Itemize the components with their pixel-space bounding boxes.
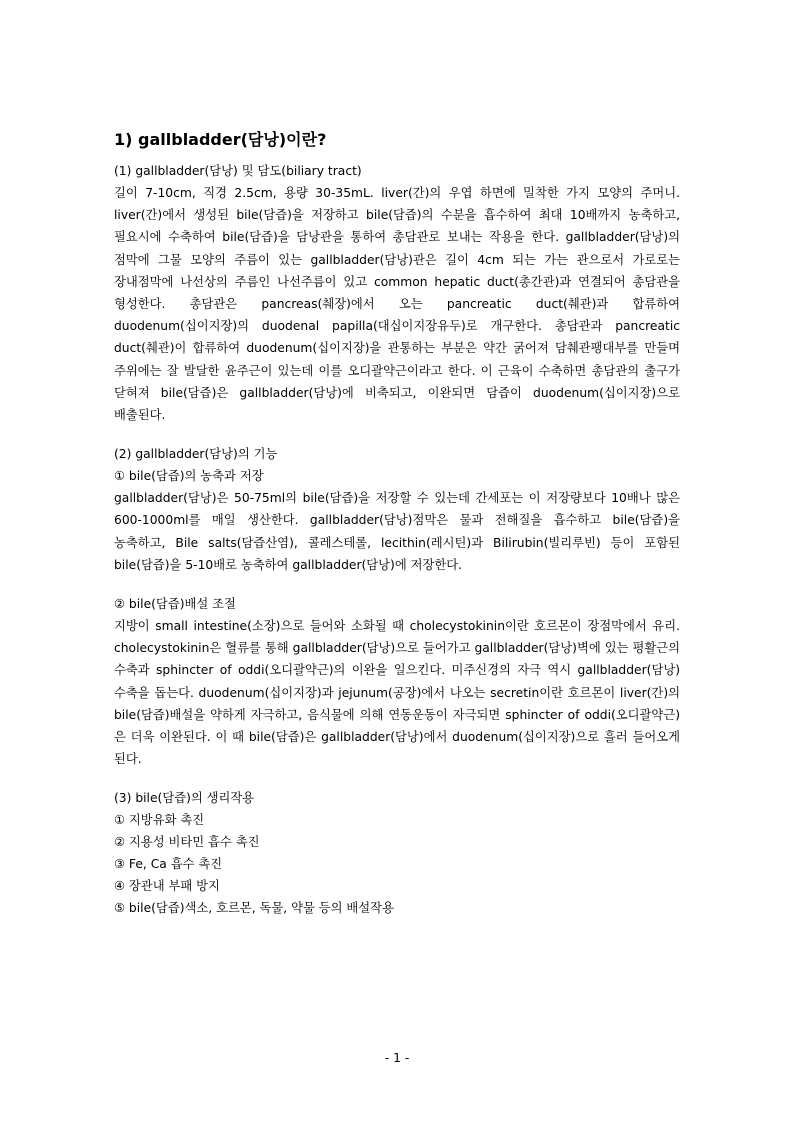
- spacer: [114, 426, 680, 443]
- list-item: ⑤ bile(담즙)색소, 호르몬, 독물, 약물 등의 배설작용: [114, 901, 394, 916]
- section-3: [114, 787, 680, 919]
- list-item: ② 지용성 비타민 흡수 촉진: [114, 835, 260, 850]
- section-2: [114, 443, 680, 770]
- section-2-sub2-body: 지방이 small intestine(소장)으로 들어와 소화될 때 cholecystokinin이란 호르몬이 장점막에서 유리. cholecystokinin은 혈류를 통해 gallbladder(담낭)으로 들어가고 gallbladder(담낭)벽에 있는 평활근의 수축과 sphincter of oddi(오디괄약근)의 이완을 일으킨다. 미주신경의 자극 역시 gallbladder(담낭)수축을 돕는다. duodenum(십이지장)과 jejunum(공장)에서 나오는 secretin이란 호르몬이 liver(간)의 bile(담즙)배설을 약하게 자극하고, 음식물에 의해 연동운동이 자극되면 sphincter of oddi(오디괄약근)은 더욱 이완된다. 이 때 bile(담즙)은 gallbladder(담낭)에서 duodenum(십이지장)으로 흘러 들어오게 된다.: [114, 619, 680, 767]
- page-number: - 1 -: [384, 1051, 410, 1065]
- list-item: ① 지방유화 촉진: [114, 813, 205, 828]
- section-2-heading: (2) gallbladder(담낭)의 기능: [114, 447, 278, 462]
- spacer: [114, 770, 680, 787]
- section-1-heading: (1) gallbladder(담낭) 및 담도(biliary tract): [114, 164, 362, 178]
- spacer: [114, 576, 680, 593]
- section-2-sub2-heading: ② bile(담즙)배설 조절: [114, 597, 236, 612]
- section-3-list: [114, 809, 680, 919]
- section-2-sub1-heading: ① bile(담즙)의 농축과 저장: [114, 469, 264, 484]
- document-page: [114, 128, 680, 919]
- page-title: 1) gallbladder(담낭)이란?: [114, 130, 327, 149]
- list-item: ③ Fe, Ca 흡수 촉진: [114, 857, 223, 872]
- section-1-body: 길이 7-10cm, 직경 2.5cm, 용량 30-35mL. liver(간)의 우엽 하면에 밀착한 가지 모양의 주머니. liver(간)에서 생성된 bile(담즙)을 저장하고 bile(담즙)의 수분을 흡수하여 최대 10배까지 농축하고, 필요시에 수축하여 bile(담즙)을 담낭관을 통하여 총담관로 보내는 작용을 한다. gallbladder(담낭)의 점막에 그물 모양의 주름이 있는 gallbladder(담낭)관은 길이 4cm 되는 가는 관으로서 가로로는 장내점막에 나선상의 주름인 나선주름이 있고 common hepatic duct(총간관)과 연결되어 총담관을 형성한다. 총담관은 pancreas(췌장)에서 오는 pancreatic duct(췌관)과 합류하여 duodenum(십이지장)의 duodenal papilla(대십이지장유두)로 개구한다. 총담관과 pancreatic duct(췌관)이 합류하여 duodenum(십이지장)을 관통하는 부분은 약간 굵어져 담췌관팽대부를 만들며 주위에는 잘 발달한 윤주근이 있는데 이를 오디괄약근이라고 한다. 이 근육이 수축하면 총담관의 출구가 닫혀져 bile(담즙)은 gallbladder(담낭)에 비축되고, 이완되면 담즙이 duodenum(십이지장)으로 배출된다.: [114, 186, 680, 423]
- section-1: [114, 160, 680, 426]
- section-2-sub1-body: gallbladder(담낭)은 50-75ml의 bile(담즙)을 저장할 수 있는데 간세포는 이 저장량보다 10배나 많은 600-1000ml를 매일 생산한다. gallbladder(담낭)점막은 물과 전해질을 흡수하고 bile(담즙)을 농축하고, Bile salts(담즙산염), 콜레스테롤, lecithin(레시틴)과 Bilirubin(빌리루빈) 등이 포함된 bile(담즙)을 5-10배로 농축하여 gallbladder(담낭)에 저장한다.: [114, 491, 680, 572]
- list-item: ④ 장관내 부패 방지: [114, 879, 220, 894]
- section-3-heading: (3) bile(담즙)의 생리작용: [114, 791, 255, 806]
